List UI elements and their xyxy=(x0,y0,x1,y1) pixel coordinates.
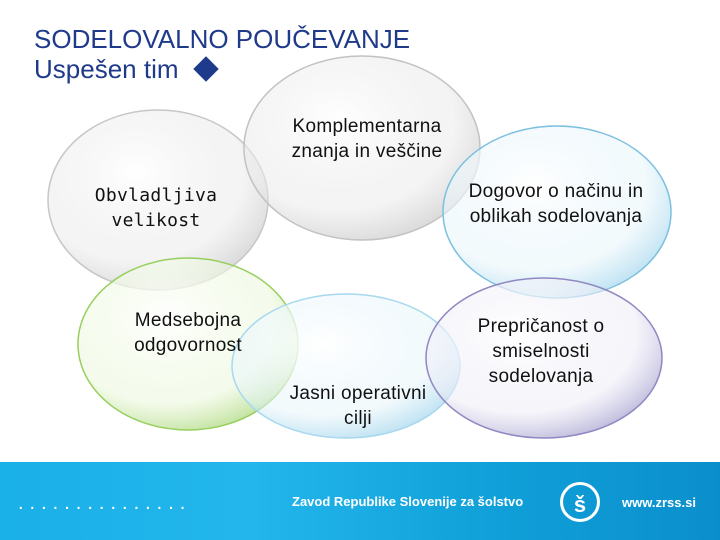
footer-dots: ............... xyxy=(18,492,192,514)
label-dogovor: Dogovor o načinu in oblikah sodelovanja xyxy=(468,181,644,227)
footer-band xyxy=(0,462,720,540)
organization-name: Zavod Republike Slovenije za šolstvo xyxy=(292,494,524,509)
label-medsebojna: Medsebojna odgovornost xyxy=(134,310,242,356)
zrss-logo-icon: š xyxy=(560,482,600,522)
website-link[interactable]: www.zrss.si xyxy=(622,495,696,510)
label-obvladljiva: Obvladljiva velikost xyxy=(94,185,218,231)
title-line-2: Uspešen tim xyxy=(34,54,179,84)
label-prepricanost: Prepričanost o smiselnosti sodelovanja xyxy=(477,316,605,387)
label-jasni: Jasni operativni cilji xyxy=(289,383,427,429)
title-line-1: SODELOVALNO POUČEVANJE xyxy=(34,24,411,54)
label-komplementarna: Komplementarna znanja in veščine xyxy=(291,116,443,162)
